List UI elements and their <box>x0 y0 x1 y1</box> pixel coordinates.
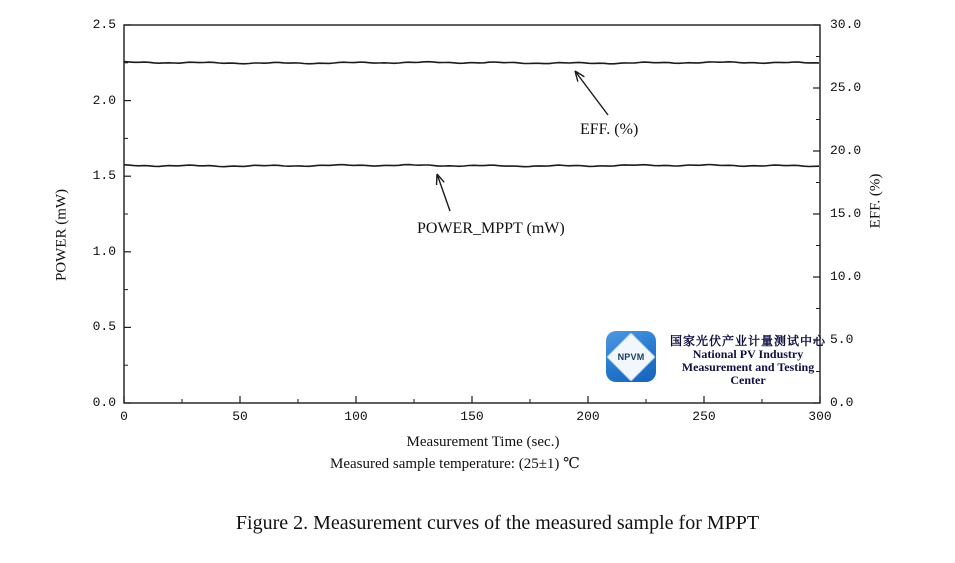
y-right-tick-label: 0.0 <box>830 395 854 410</box>
x-axis-tick-label: 200 <box>576 409 600 424</box>
y-right-tick-label: 30.0 <box>830 17 862 32</box>
x-axis-tick-label: 250 <box>692 409 716 424</box>
figure-caption: Figure 2. Measurement curves of the measured sample for MPPT <box>235 512 760 534</box>
y-right-tick-label: 10.0 <box>830 269 862 284</box>
npvm-abbr: NPVM <box>617 351 645 362</box>
y-left-axis-title: POWER (mW) <box>53 188 70 282</box>
y-right-tick-label: 25.0 <box>830 80 862 95</box>
y-left-tick-label: 2.5 <box>92 17 116 32</box>
eff-arrow <box>575 71 608 115</box>
y-right-tick-label: 15.0 <box>830 206 862 221</box>
y-right-tick-label: 5.0 <box>830 332 854 347</box>
x-axis-tick-label: 150 <box>460 409 484 424</box>
x-axis-tick-label: 300 <box>808 409 832 424</box>
x-axis-title: Measurement Time (sec.) <box>406 434 560 450</box>
y-right-tick-label: 20.0 <box>830 143 862 158</box>
y-right-axis-title: EFF. (%) <box>867 173 884 229</box>
annotation-eff-label: EFF. (%) <box>580 121 639 138</box>
annotation-power-mppt-label: POWER_MPPT (mW) <box>417 220 565 237</box>
series-line-eff <box>124 62 819 64</box>
npvm-logo-mark <box>606 331 656 382</box>
y-left-tick-label: 0.0 <box>92 395 116 410</box>
x-axis-tick-label: 100 <box>344 409 368 424</box>
x-axis-tick-label: 0 <box>120 409 128 424</box>
x-axis-tick-label: 50 <box>232 409 248 424</box>
temperature-note: Measured sample temperature: (25±1) ℃ <box>330 456 580 472</box>
power-mppt-arrow <box>437 174 450 211</box>
y-left-tick-label: 1.0 <box>92 243 116 259</box>
series-line-power-mppt <box>124 165 819 167</box>
org-name-english-line1: National PV Industry <box>692 347 804 361</box>
org-name-chinese: 国家光伏产业计量测试中心 <box>669 334 826 348</box>
npvm-logo <box>606 331 833 387</box>
org-name-english-line2: Measurement and Testing Center <box>681 360 815 387</box>
org-name-block <box>663 331 833 387</box>
y-left-tick-label: 1.5 <box>92 168 116 184</box>
y-left-tick-label: 2.0 <box>92 92 116 108</box>
y-left-tick-label: 0.5 <box>92 319 116 335</box>
